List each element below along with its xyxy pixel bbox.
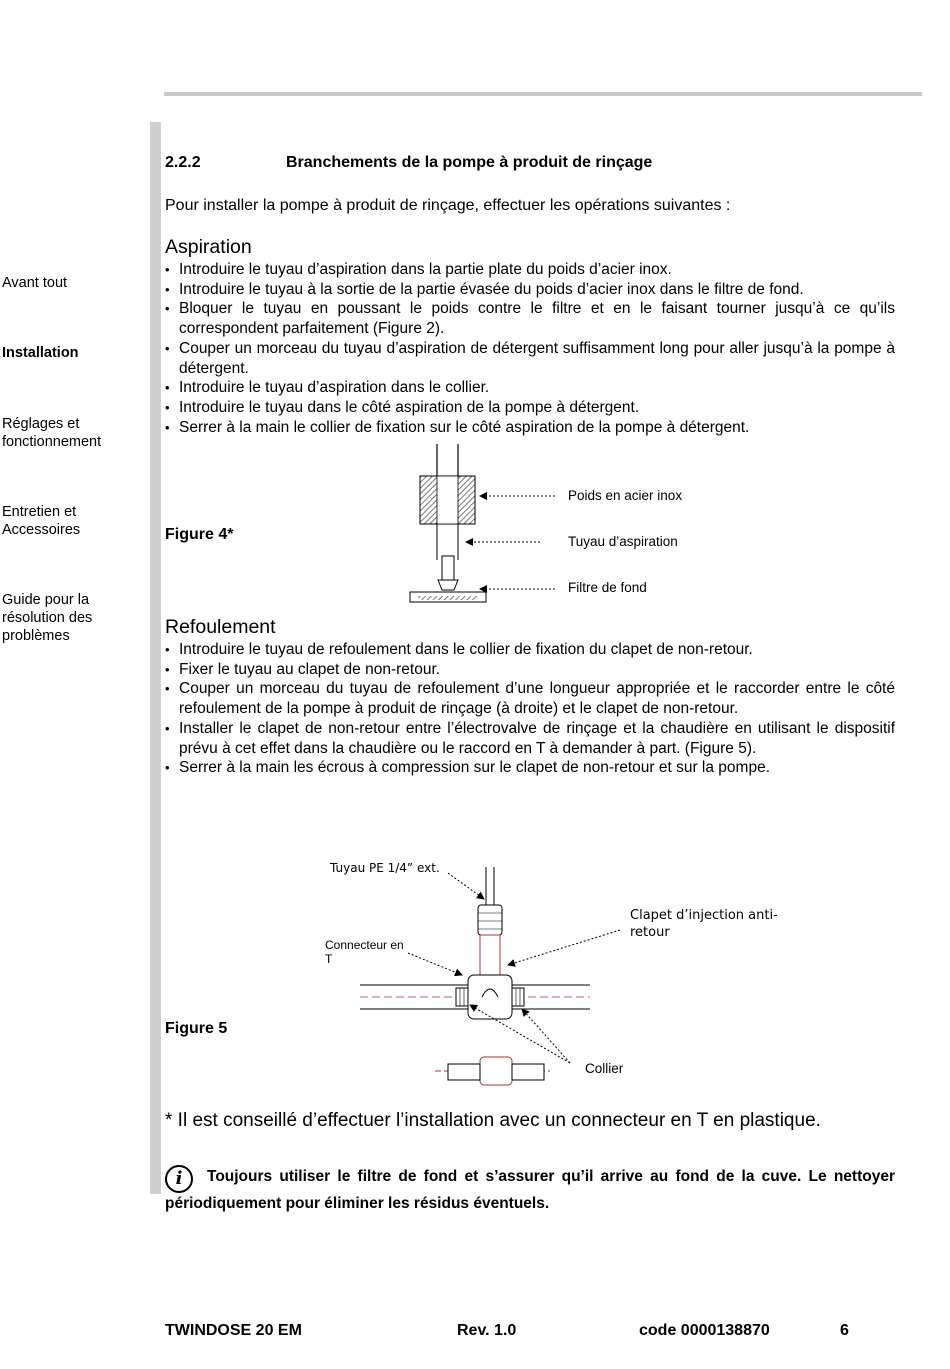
section-title: Branchements de la pompe à produit de rinçage xyxy=(286,154,653,171)
refoulement-heading: Refoulement xyxy=(165,616,276,638)
collar-right xyxy=(512,988,524,1006)
callout-t-connector: Connecteur en T xyxy=(325,938,404,966)
list-item: • Introduire le tuyau à la sortie de la partie évasée du poids d’acier inox dans le filtre de fond. xyxy=(165,280,895,300)
list-item: • Fixer le tuyau au clapet de non-retour. xyxy=(165,660,895,680)
collar-left xyxy=(456,988,468,1006)
sidebar-item-installation[interactable]: Installation xyxy=(2,345,79,361)
callout-line xyxy=(508,930,620,965)
list-item: • Bloquer le tuyau en poussant le poids contre le filtre et en le faisant tourner jusqu’à ce qu’ils correspondent parfaitement (Figure 2). xyxy=(165,299,895,338)
list-item: • Serrer à la main les écrous à compression sur le clapet de non-retour et sur la pompe. xyxy=(165,758,895,778)
warning-text: Toujours utiliser le filtre de fond et s’assurer qu’il arrive au fond de la cuve. Le nettoyer périodiquement pour éliminer les résidus éventuels. xyxy=(165,1168,895,1212)
tee-arm-left xyxy=(448,1064,480,1080)
page-number: 6 xyxy=(840,1322,849,1339)
plastic-t-note: * Il est conseillé d’effectuer l’installation avec un connecteur en T en plastique. xyxy=(165,1110,821,1131)
section-intro: Pour installer la pompe à produit de rinçage, effectuer les opérations suivantes : xyxy=(165,197,731,214)
info-warning xyxy=(165,1165,895,1215)
callout-line xyxy=(522,1009,570,1063)
tee-arm-right xyxy=(512,1064,544,1080)
footer-code: code 0000138870 xyxy=(639,1322,770,1339)
list-item: • Installer le clapet de non-retour entre l’électrovalve de rinçage et la chaudière en utilisant le dispositif prévu à cet effet dans la chaudière ou le raccord en T à demander à part. (Figure 5). xyxy=(165,719,895,758)
callout-anti-return-valve: Clapet d’injection anti-retour xyxy=(630,908,778,940)
callout-bottom-filter: Filtre de fond xyxy=(568,580,647,595)
filter-neck xyxy=(438,580,458,590)
header-rule xyxy=(164,92,922,96)
callout-pe-tube: Tuyau PE 1/4” ext. xyxy=(330,861,440,875)
sidebar-item-guide[interactable]: Guide pour la résolution des problèmes xyxy=(2,592,93,644)
callout-collar: Collier xyxy=(585,1061,624,1076)
section-number: 2.2.2 xyxy=(165,154,201,171)
aspiration-heading: Aspiration xyxy=(165,236,252,258)
weight-bore xyxy=(437,476,458,524)
callout-steel-weight: Poids en acier inox xyxy=(568,488,683,503)
valve-body xyxy=(478,905,502,935)
list-item: • Introduire le tuyau d’aspiration dans le collier. xyxy=(165,378,895,398)
footer-product: TWINDOSE 20 EM xyxy=(165,1322,302,1339)
figure4-label: Figure 4* xyxy=(165,526,234,543)
list-item: • Serrer à la main le collier de fixation sur le côté aspiration de la pompe à détergent. xyxy=(165,418,895,438)
list-item: • Couper un morceau du tuyau de refoulement d’une longueur appropriée et le raccorder entre le côté refoulement de la pompe à produit de rinçage (à droite) et le clapet de non-retour. xyxy=(165,679,895,718)
t-connector-small xyxy=(480,1057,512,1085)
figure4-diagram xyxy=(400,440,700,610)
list-item: • Introduire le tuyau dans le côté aspiration de la pompe à détergent. xyxy=(165,398,895,418)
list-item: • Introduire le tuyau d’aspiration dans la partie plate du poids d’acier inox. xyxy=(165,260,895,280)
callout-line xyxy=(408,953,462,975)
footer-revision: Rev. 1.0 xyxy=(457,1322,517,1339)
sidebar-divider xyxy=(150,122,161,1194)
info-icon: i xyxy=(165,1165,193,1193)
t-connector-body xyxy=(468,975,512,1019)
filter-stem xyxy=(442,556,454,580)
figure5-diagram xyxy=(320,855,650,1095)
sidebar-item-avant-tout[interactable]: Avant tout xyxy=(2,275,68,291)
figure5-label: Figure 5 xyxy=(165,1020,228,1037)
callout-suction-tube: Tuyau d’aspiration xyxy=(568,534,678,549)
aspiration-list xyxy=(165,260,895,437)
list-item: • Introduire le tuyau de refoulement dans le collier de fixation du clapet de non-retour. xyxy=(165,640,895,660)
tee-branch xyxy=(480,935,500,975)
filter-mesh xyxy=(418,596,478,600)
sidebar-item-entretien[interactable]: Entretien et Accessoires xyxy=(2,504,81,538)
sidebar-item-reglages[interactable]: Réglages et fonctionnement xyxy=(2,416,102,450)
callout-line xyxy=(448,873,484,899)
refoulement-list xyxy=(165,640,895,778)
list-item: • Couper un morceau du tuyau d’aspiration de détergent suffisamment long pour aller jusqu’à la pompe à détergent. xyxy=(165,339,895,378)
